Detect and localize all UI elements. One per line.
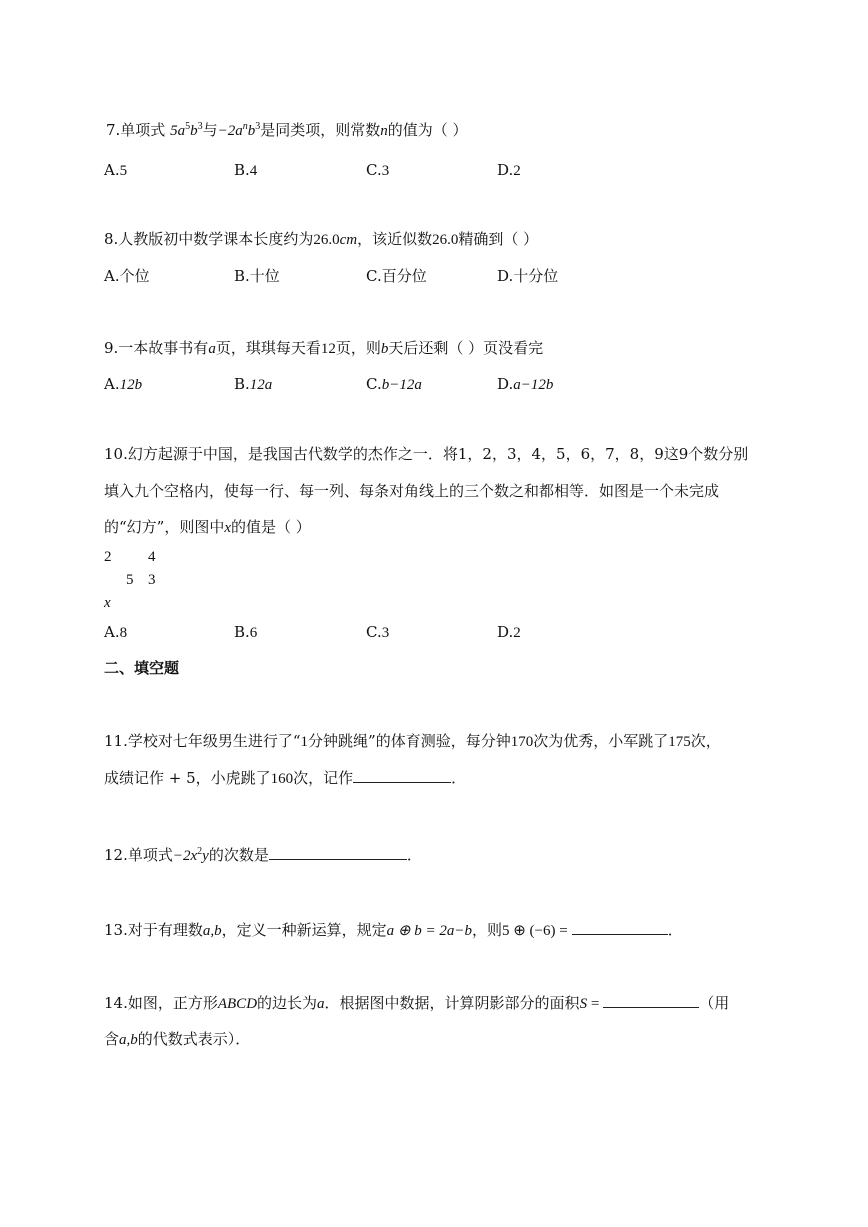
- question-8-stem: 8.人教版初中数学课本长度约为26.0cm，该近似数26.0精确到（ ）: [104, 230, 539, 248]
- question-10-line-3: 的“幻方”，则图中x的值是（ ）: [104, 518, 311, 536]
- q8-option-d[interactable]: D.十分位: [497, 267, 559, 285]
- section-heading-fill-in: 二、填空题: [104, 659, 180, 677]
- question-14-line-2: 含a,b的代数式表示）．: [104, 1030, 251, 1048]
- magic-square-cell: 3: [148, 572, 156, 588]
- question-14-line-1: 14.如图，正方形ABCD的边长为a．根据图中数据，计算阴影部分的面积S = （用: [104, 994, 730, 1012]
- question-12-stem: 12.单项式$-2x^2y$的次数是 ．: [104, 846, 422, 864]
- q10-option-a[interactable]: A.8: [104, 623, 128, 641]
- q7-option-b[interactable]: B.4: [234, 161, 258, 179]
- q9-option-a[interactable]: A.12b: [104, 375, 143, 393]
- question-11-line-1: 11.学校对七年级男生进行了“1分钟跳绳”的体育测验，每分钟170次为优秀，小军跳了175次，: [104, 732, 721, 750]
- magic-square-cell: x: [104, 595, 111, 611]
- q10-option-d[interactable]: D.2: [497, 623, 521, 641]
- q7-option-c[interactable]: C.3: [366, 161, 390, 179]
- question-11-line-2: 成绩记作 + 5，小虎跳了160次，记作 ．: [104, 769, 467, 787]
- q9-option-b[interactable]: B.12a: [234, 375, 273, 393]
- answer-blank[interactable]: [353, 768, 451, 783]
- question-7-stem: 7.单项式 $5a^5b^3$与$-2a^nb^3$是同类项，则常数n的值为（ ）: [106, 121, 468, 139]
- q8-option-c[interactable]: C.百分位: [366, 267, 427, 285]
- question-13-stem: 13.对于有理数a,b，定义一种新运算，规定a ⊕ b = 2a−b，则5 ⊕ (−6) = ．: [104, 921, 683, 939]
- answer-blank[interactable]: [269, 845, 407, 860]
- magic-square-cell: 5: [126, 572, 134, 588]
- question-10-line-2: 填入九个空格内，使每一行、每一列、每条对角线上的三个数之和都相等．如图是一个未完成: [104, 482, 720, 500]
- q10-option-c[interactable]: C.3: [366, 623, 390, 641]
- magic-square-cell: 2: [104, 549, 112, 565]
- answer-blank[interactable]: [603, 993, 699, 1008]
- question-9-stem: 9.一本故事书有a页，琪琪每天看12页，则b天后还剩（ ）页没看完: [104, 339, 544, 357]
- answer-blank[interactable]: [572, 920, 668, 935]
- q7-option-a[interactable]: A.5: [104, 161, 128, 179]
- question-10-line-1: 10.幻方起源于中国，是我国古代数学的杰作之一．将1，2，3，4，5，6，7，8，9这9个数分别: [104, 445, 749, 463]
- q9-option-d[interactable]: D.a−12b: [497, 375, 554, 393]
- q7-option-d[interactable]: D.2: [497, 161, 521, 179]
- magic-square-cell: 4: [148, 549, 156, 565]
- q8-option-a[interactable]: A.个位: [104, 267, 150, 285]
- q10-option-b[interactable]: B.6: [234, 623, 258, 641]
- q8-option-b[interactable]: B.十位: [234, 267, 280, 285]
- q9-option-c[interactable]: C.b−12a: [366, 375, 422, 393]
